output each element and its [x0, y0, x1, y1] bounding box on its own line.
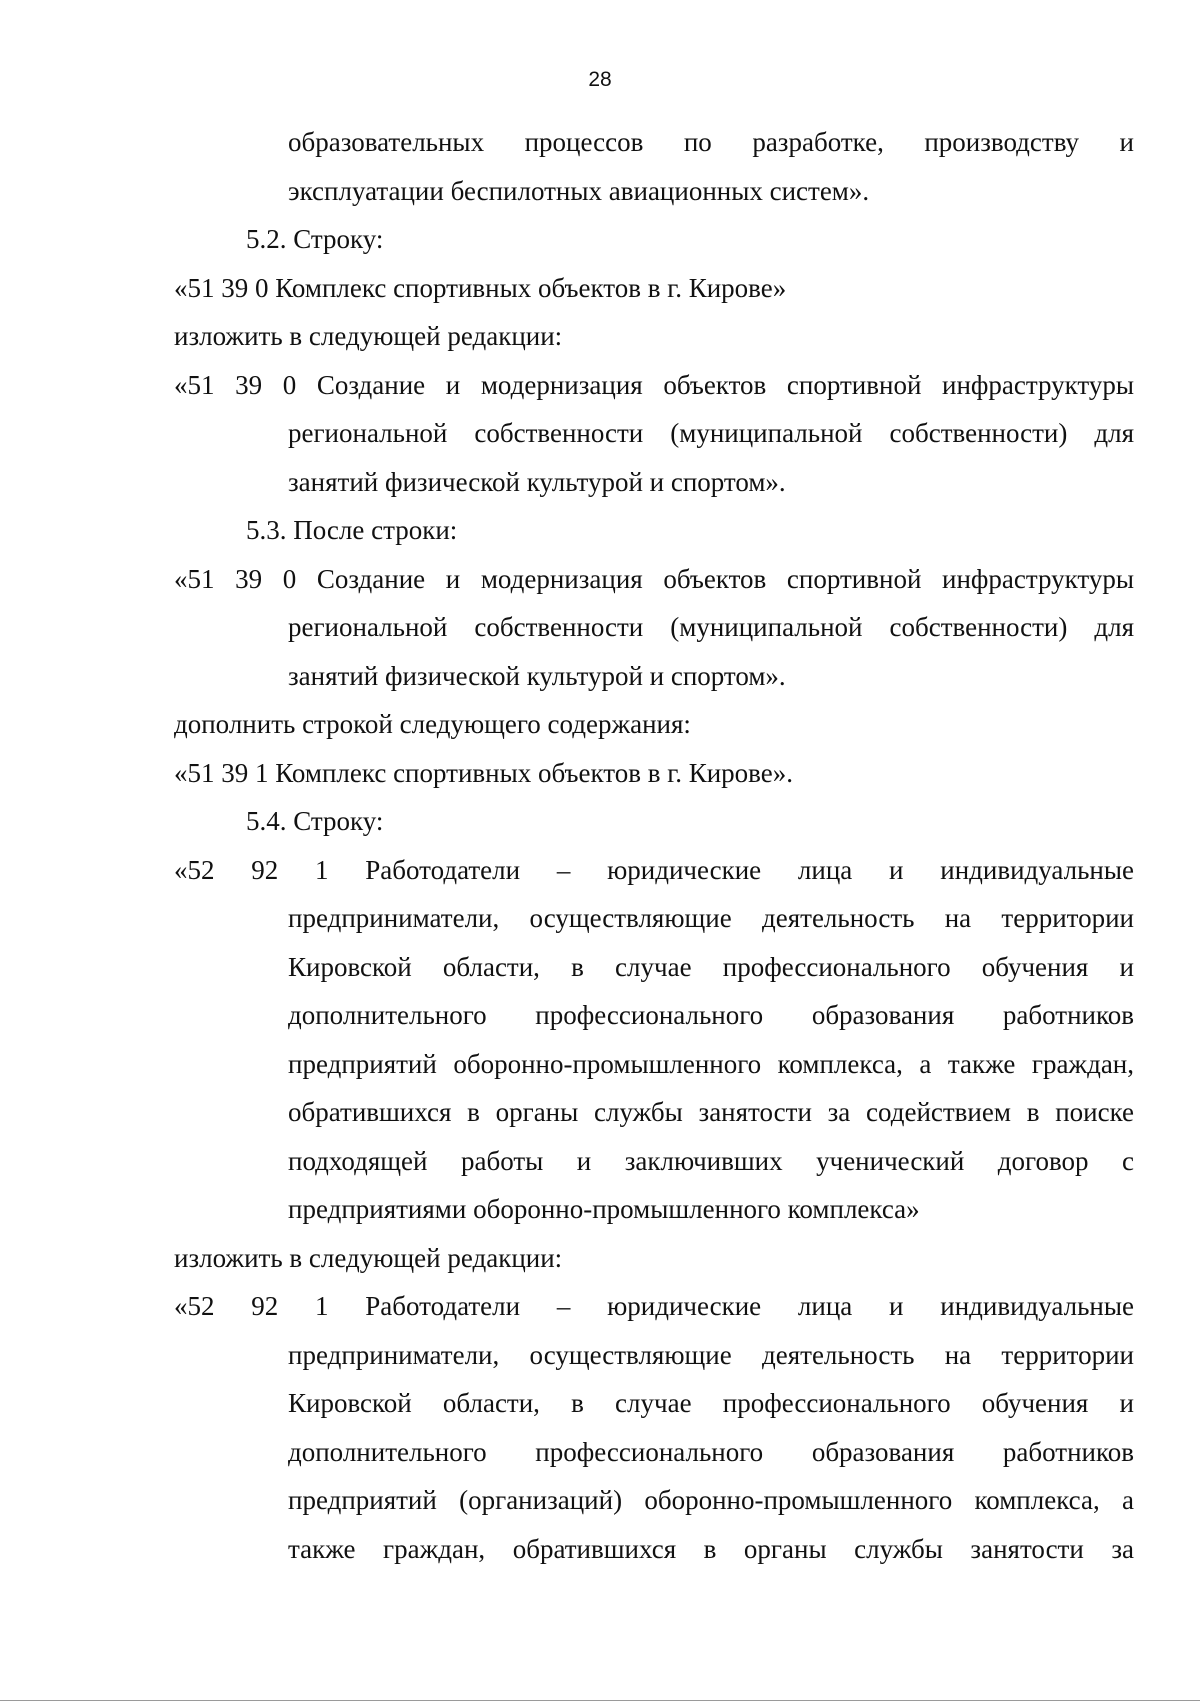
text-line: дополнительного профессионального образования работников [288, 1436, 1134, 1467]
text-line: «52 92 1 Работодатели – юридические лица и индивидуальные [174, 1291, 1134, 1321]
text-line: подходящей работы и заключивших ученический договор с [288, 1145, 1134, 1176]
text-line: также граждан, обратившихся в органы службы занятости за [288, 1533, 1134, 1564]
text-line: занятий физической культурой и спортом». [288, 466, 786, 497]
text-line: предприятий оборонно-промышленного комплекса, а также граждан, [288, 1048, 1134, 1079]
text-line: дополнить строкой следующего содержания: [174, 709, 691, 739]
text-line: образовательных процессов по разработке, производству и [288, 127, 1134, 157]
text-line: региональной собственности (муниципальной собственности) для [288, 418, 1134, 448]
text-line: 5.3. После строки: [246, 515, 458, 545]
text-line: 5.4. Строку: [246, 806, 384, 836]
document-body [174, 118, 1134, 1573]
text-line: региональной собственности (муниципальной собственности) для [288, 612, 1134, 642]
text-line: «51 39 0 Комплекс спортивных объектов в г. Кирове» [174, 272, 787, 303]
text-line: занятий физической культурой и спортом». [288, 660, 786, 691]
page-number: 28 [588, 68, 612, 91]
text-line: «51 39 1 Комплекс спортивных объектов в г. Кирове». [174, 757, 794, 788]
text-line: «51 39 0 Создание и модернизация объектов спортивной инфраструктуры [174, 563, 1134, 594]
text-line: «51 39 0 Создание и модернизация объектов спортивной инфраструктуры [174, 369, 1134, 400]
text-line: обратившихся в органы службы занятости за содействием в поиске [288, 1097, 1134, 1127]
text-line: Кировской области, в случае профессионального обучения и [288, 1388, 1134, 1418]
text-line: предприятиями оборонно-промышленного комплекса» [288, 1194, 920, 1224]
page-bottom-rule [0, 1700, 1200, 1701]
text-line: дополнительного профессионального образования работников [288, 1000, 1134, 1030]
text-line: предприниматели, осуществляющие деятельность на территории [288, 903, 1134, 933]
text-line: изложить в следующей редакции: [174, 321, 563, 351]
text-line: предприниматели, осуществляющие деятельность на территории [288, 1339, 1134, 1370]
text-line: «52 92 1 Работодатели – юридические лица и индивидуальные [174, 854, 1134, 885]
text-line: эксплуатации беспилотных авиационных систем». [288, 175, 870, 206]
text-line: предприятий (организаций) оборонно-промышленного комплекса, а [288, 1485, 1134, 1515]
text-line: Кировской области, в случае профессионального обучения и [288, 951, 1134, 982]
text-line: 5.2. Строку: [246, 224, 384, 254]
text-line: изложить в следующей редакции: [174, 1242, 563, 1273]
